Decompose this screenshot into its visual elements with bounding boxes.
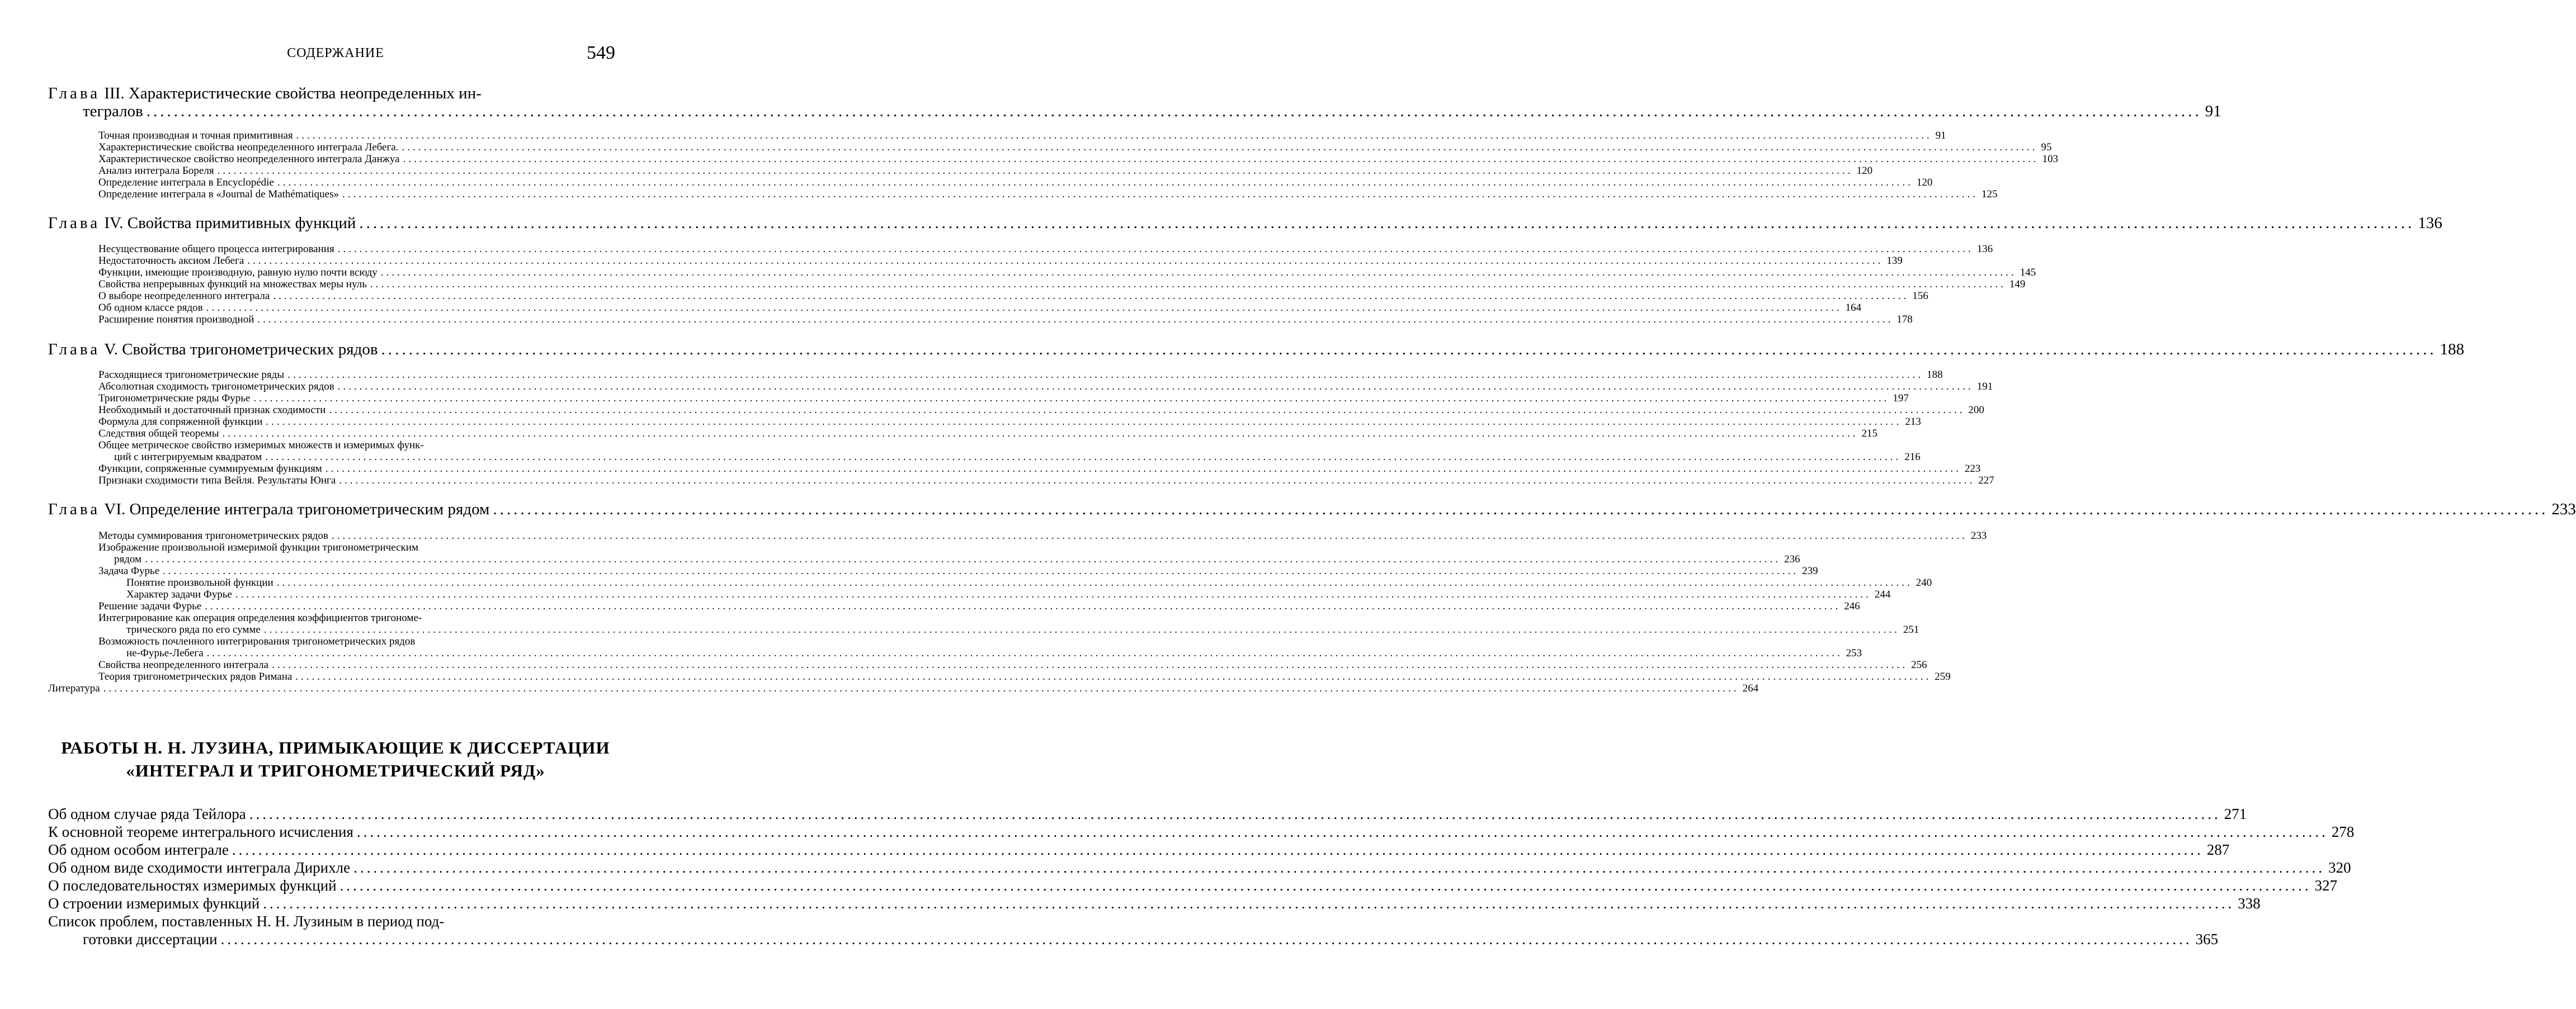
section-page: 136 xyxy=(1976,243,1993,255)
section-title: Теория тригонометрических рядов Римана xyxy=(98,671,292,683)
work-page: 271 xyxy=(2224,806,2247,822)
section-page: 251 xyxy=(1903,624,1919,636)
section-title: О выборе неопределенного интеграла xyxy=(98,290,270,302)
leader-dots: ............................................................................................................................................................................................................................................................................................................ xyxy=(337,381,1974,392)
toc-entry xyxy=(98,600,1860,613)
leader-dots: ............................................................................................................................................................................................................................................................................................................ xyxy=(353,859,2325,876)
chapter-page: 188 xyxy=(2440,340,2465,358)
leader-dots: ............................................................................................................................................................................................................................................................................................................ xyxy=(337,243,1974,255)
leader-dots: ............................................................................................................................................................................................................................................................................................................ xyxy=(287,369,1924,381)
section-title: Точная производная и точная примитивная xyxy=(98,130,293,141)
work-title: К основной теореме интегрального исчисления xyxy=(48,823,353,840)
work-page: 338 xyxy=(2238,895,2261,912)
work-entry xyxy=(48,894,2261,912)
section-title: Характер задачи Фурье xyxy=(126,589,232,600)
section-page: 149 xyxy=(2009,278,2026,290)
toc-entry xyxy=(98,530,1987,542)
leader-dots: ............................................................................................................................................................................................................................................................................................................ xyxy=(206,647,1843,659)
leader-dots: ............................................................................................................................................................................................................................................................................................................ xyxy=(265,451,1902,463)
chapter-number: III. xyxy=(104,84,125,102)
section-page: 253 xyxy=(1846,647,1862,659)
section-page: 125 xyxy=(1981,188,1998,200)
toc-entry xyxy=(114,553,1800,566)
toc-entry xyxy=(126,577,1932,589)
leader-dots: ............................................................................................................................................................................................................................................................................................................ xyxy=(381,340,2437,358)
section-page: 188 xyxy=(1927,369,1943,381)
page-number: 549 xyxy=(587,42,615,63)
leader-dots: ............................................................................................................................................................................................................................................................................................................ xyxy=(205,600,1841,612)
section-page: 246 xyxy=(1844,600,1860,612)
chapter-label: Глава xyxy=(48,84,101,102)
leader-dots: ............................................................................................................................................................................................................................................................................................................ xyxy=(356,823,2328,840)
leader-dots: ............................................................................................................................................................................................................................................................................................................ xyxy=(217,165,1853,177)
section-page: 103 xyxy=(2042,153,2059,165)
work-title: О последовательностях измеримых функций xyxy=(48,877,337,894)
section-title: Анализ интеграла Бореля xyxy=(98,165,214,177)
toc-entry xyxy=(98,404,1984,416)
work-entry xyxy=(48,823,2355,841)
toc-entry xyxy=(98,428,1877,440)
leader-dots: ............................................................................................................................................................................................................................................................................................................ xyxy=(163,565,1799,577)
section-title: Методы суммирования тригонометрических рядов xyxy=(98,530,328,542)
section-page: 259 xyxy=(1935,671,1951,683)
toc-entry xyxy=(126,589,1891,601)
toc-entry xyxy=(98,463,1981,475)
section-title: Возможность почленного интегрирования тригонометрических рядов xyxy=(98,636,416,647)
work-entry xyxy=(48,877,2338,894)
work-page: 287 xyxy=(2206,841,2230,858)
work-page: 278 xyxy=(2331,823,2355,840)
chapter-5-title xyxy=(48,340,2465,359)
toc-entry xyxy=(98,188,1998,201)
leader-dots: ............................................................................................................................................................................................................................................................................................................ xyxy=(249,806,2221,822)
chapter-number: V. xyxy=(104,340,118,358)
toc-entry xyxy=(98,659,1927,671)
toc-entry xyxy=(98,165,1873,177)
leader-dots: ............................................................................................................................................................................................................................................................................................................ xyxy=(339,877,2311,894)
work-entry xyxy=(48,841,2230,859)
toc-entry xyxy=(98,278,2026,291)
leader-dots: ............................................................................................................................................................................................................................................................................................................ xyxy=(295,671,1932,683)
section-page: 145 xyxy=(2020,267,2036,278)
leader-dots: ............................................................................................................................................................................................................................................................................................................ xyxy=(257,314,1894,325)
section-page: 215 xyxy=(1861,428,1877,439)
chapter-label: Глава xyxy=(48,214,101,232)
section-title: Свойства непрерывных функций на множествах меры нуль xyxy=(98,278,367,290)
works-heading-line-1: РАБОТЫ Н. Н. ЛУЗИНА, ПРИМЫКАЮЩИЕ К ДИССЕРТАЦИИ xyxy=(61,738,610,757)
section-title: Свойства неопределенного интеграла xyxy=(98,659,269,671)
toc-entry xyxy=(98,416,1921,428)
toc-entry xyxy=(126,624,1919,636)
work-title: О строении измеримых функций xyxy=(48,895,260,912)
section-title: Необходимый и достаточный признак сходимости xyxy=(98,404,326,416)
leader-dots: ............................................................................................................................................................................................................................................................................................................ xyxy=(220,931,2192,948)
chapter-title-text: Характеристические свойства неопределенных ин- xyxy=(128,84,482,102)
section-title: Несуществование общего процесса интегрирования xyxy=(98,243,334,255)
leader-dots: ............................................................................................................................................................................................................................................................................................................ xyxy=(325,463,1961,475)
work-page: 320 xyxy=(2328,859,2351,876)
leader-dots: ............................................................................................................................................................................................................................................................................................................ xyxy=(263,895,2235,912)
work-title: Об одном виде сходимости интеграла Дирихле xyxy=(48,859,351,876)
toc-entry xyxy=(98,671,1951,683)
leader-dots: ............................................................................................................................................................................................................................................................................................................ xyxy=(103,683,1739,694)
work-page: 365 xyxy=(2195,931,2219,948)
leader-dots: ............................................................................................................................................................................................................................................................................................................ xyxy=(276,577,1913,589)
leader-dots: ............................................................................................................................................................................................................................................................................................................ xyxy=(370,278,2006,290)
toc-entry xyxy=(98,177,1933,189)
section-title: Определение интеграла в Encyclopédie xyxy=(98,177,274,188)
work-title: Об одном случае ряда Тейлора xyxy=(48,806,246,822)
section-title: Расширение понятия производной xyxy=(98,314,254,325)
chapter-title-text: Определение интеграла тригонометрическим рядом xyxy=(129,500,490,518)
section-title: Интегрирование как операция определения коэффициентов тригономе- xyxy=(98,612,422,624)
section-title: Изображение произвольной измеримой функции тригонометрическим xyxy=(98,542,418,553)
chapter-page: 233 xyxy=(2551,500,2576,518)
works-heading-line-2: «ИНТЕГРАЛ И ТРИГОНОМЕТРИЧЕСКИЙ РЯД» xyxy=(126,761,545,780)
chapter-4-title xyxy=(48,214,2442,233)
section-page: 213 xyxy=(1905,416,1921,428)
leader-dots: ............................................................................................................................................................................................................................................................................................................ xyxy=(253,392,1890,404)
leader-dots: ............................................................................................................................................................................................................................................................................................................ xyxy=(380,267,2017,278)
leader-dots: ............................................................................................................................................................................................................................................................................................................ xyxy=(206,302,1842,314)
toc-entry xyxy=(98,243,1993,255)
toc-entry xyxy=(98,153,2059,165)
section-title: Следствия общей теоремы xyxy=(98,428,219,439)
chapter-label: Глава xyxy=(48,500,101,518)
section-title-cont: трического ряда по его сумме xyxy=(126,624,261,636)
section-page: 223 xyxy=(1964,463,1981,475)
leader-dots: ............................................................................................................................................................................................................................................................................................................ xyxy=(146,102,2202,120)
leader-dots: ............................................................................................................................................................................................................................................................................................................ xyxy=(232,841,2204,858)
section-title: Формула для сопряженной функции xyxy=(98,416,263,428)
section-page: 120 xyxy=(1916,177,1933,188)
leader-dots: ............................................................................................................................................................................................................................................................................................................ xyxy=(329,404,1965,416)
work-title: Об одном особом интеграле xyxy=(48,841,229,858)
section-page: 216 xyxy=(1904,451,1921,463)
toc-entry xyxy=(98,392,1909,405)
chapter-number: VI. xyxy=(104,500,126,518)
leader-dots: ............................................................................................................................................................................................................................................................................................................ xyxy=(331,530,1968,542)
section-title: Тригонометрические ряды Фурье xyxy=(98,392,251,404)
section-title: Недостаточность аксиом Лебега xyxy=(98,255,244,267)
section-page: 139 xyxy=(1886,255,1903,267)
toc-entry xyxy=(98,290,1928,302)
section-page: 156 xyxy=(1912,290,1928,302)
section-page: 233 xyxy=(1970,530,1987,542)
section-title: Об одном классе рядов xyxy=(98,302,203,314)
section-page: 164 xyxy=(1845,302,1862,314)
leader-dots: ............................................................................................................................................................................................................................................................................................................ xyxy=(296,130,1932,141)
leader-dots: ............................................................................................................................................................................................................................................................................................................ xyxy=(402,141,2038,153)
leader-dots: ............................................................................................................................................................................................................................................................................................................ xyxy=(493,500,2549,518)
section-title: Расходящиеся тригонометрические ряды xyxy=(98,369,285,381)
section-title: Характеристическое свойство неопределенного интеграла Данжуа xyxy=(98,153,400,165)
leader-dots: ............................................................................................................................................................................................................................................................................................................ xyxy=(235,589,1871,600)
leader-dots: ............................................................................................................................................................................................................................................................................................................ xyxy=(272,659,1908,671)
toc-entry xyxy=(114,451,1921,463)
toc-entry xyxy=(98,267,2036,279)
work-title-cont: готовки диссертации xyxy=(83,931,218,948)
section-title: Решение задачи Фурье xyxy=(98,600,202,612)
section-title: Характеристические свойства неопределенного интеграла Лебега. xyxy=(98,141,399,153)
section-title: Функции, имеющие производную, равную нулю почти всюду xyxy=(98,267,378,278)
section-page: 236 xyxy=(1784,553,1800,565)
section-title: Понятие произвольной функции xyxy=(126,577,273,589)
chapter-page: 91 xyxy=(2205,102,2221,120)
chapter-label: Глава xyxy=(48,340,101,358)
chapter-6-title xyxy=(48,500,2576,519)
section-page: 95 xyxy=(2041,141,2052,153)
leader-dots: ............................................................................................................................................................................................................................................................................................................ xyxy=(263,624,1900,636)
section-title: Абсолютная сходимость тригонометрических рядов xyxy=(98,381,334,392)
toc-entry xyxy=(98,130,1946,142)
toc-entry xyxy=(98,302,1862,314)
section-page: 178 xyxy=(1896,314,1913,325)
chapter-3-title-cont xyxy=(83,102,2221,121)
section-page: 197 xyxy=(1893,392,1909,404)
chapter-title-text: Свойства примитивных функций xyxy=(127,214,356,232)
toc-entry xyxy=(98,141,2052,154)
section-page: 244 xyxy=(1874,589,1891,600)
work-entry xyxy=(83,930,2219,948)
running-header-title: СОДЕРЖАНИЕ xyxy=(287,46,384,60)
toc-entry xyxy=(98,475,1994,487)
section-title: Общее метрическое свойство измеримых множеств и измеримых функ- xyxy=(98,439,424,451)
work-title: Список проблем, поставленных Н. Н. Лузиным в период под- xyxy=(48,913,445,930)
section-page: 227 xyxy=(1978,475,1994,486)
leader-dots: ............................................................................................................................................................................................................................................................................................................ xyxy=(359,214,2415,232)
toc-entry xyxy=(98,314,1913,326)
section-title: Признаки сходимости типа Вейля. Результаты Юнга xyxy=(98,475,336,486)
work-page: 327 xyxy=(2314,877,2338,894)
chapter-page: 136 xyxy=(2418,214,2442,232)
literature-entry xyxy=(48,683,1759,695)
section-title-cont: ций с интегрируемым квадратом xyxy=(114,451,262,463)
toc-entry xyxy=(98,381,1993,393)
section-page: 120 xyxy=(1856,165,1873,177)
toc-entry xyxy=(98,565,1818,577)
leader-dots: ............................................................................................................................................................................................................................................................................................................ xyxy=(403,153,2039,165)
toc-entry xyxy=(98,369,1943,381)
toc-entry xyxy=(126,647,1862,660)
leader-dots: ............................................................................................................................................................................................................................................................................................................ xyxy=(342,188,1978,200)
chapter-title-text: Свойства тригонометрических рядов xyxy=(122,340,378,358)
toc-entry xyxy=(98,255,1903,267)
section-title: Задача Фурье xyxy=(98,565,160,577)
section-page: 200 xyxy=(1968,404,1984,416)
section-title-cont: не-Фурье-Лебега xyxy=(126,647,204,659)
section-title: Функции, сопряженные суммируемым функциям xyxy=(98,463,322,475)
section-page: 191 xyxy=(1976,381,1993,392)
leader-dots: ............................................................................................................................................................................................................................................................................................................ xyxy=(339,475,1975,486)
work-entry xyxy=(48,859,2351,877)
leader-dots: ............................................................................................................................................................................................................................................................................................................ xyxy=(273,290,1909,302)
section-page: 256 xyxy=(1911,659,1927,671)
section-page: 91 xyxy=(1935,130,1946,141)
leader-dots: ............................................................................................................................................................................................................................................................................................................ xyxy=(266,416,1902,428)
literature-title: Литература xyxy=(48,683,100,694)
section-title: Определение интеграла в «Journal de Mathématiques» xyxy=(98,188,339,200)
chapter-title-text: тегралов xyxy=(83,102,143,120)
leader-dots: ............................................................................................................................................................................................................................................................................................................ xyxy=(247,255,1884,267)
leader-dots: ............................................................................................................................................................................................................................................................................................................ xyxy=(145,553,1781,565)
chapter-3-title xyxy=(48,84,482,103)
section-page: 239 xyxy=(1802,565,1818,577)
work-entry xyxy=(48,805,2247,823)
section-page: 240 xyxy=(1916,577,1932,589)
literature-page: 264 xyxy=(1742,683,1759,694)
section-title-cont: рядом xyxy=(114,553,142,565)
leader-dots: ............................................................................................................................................................................................................................................................................................................ xyxy=(222,428,1858,439)
leader-dots: ............................................................................................................................................................................................................................................................................................................ xyxy=(277,177,1913,188)
chapter-number: IV. xyxy=(104,214,124,232)
